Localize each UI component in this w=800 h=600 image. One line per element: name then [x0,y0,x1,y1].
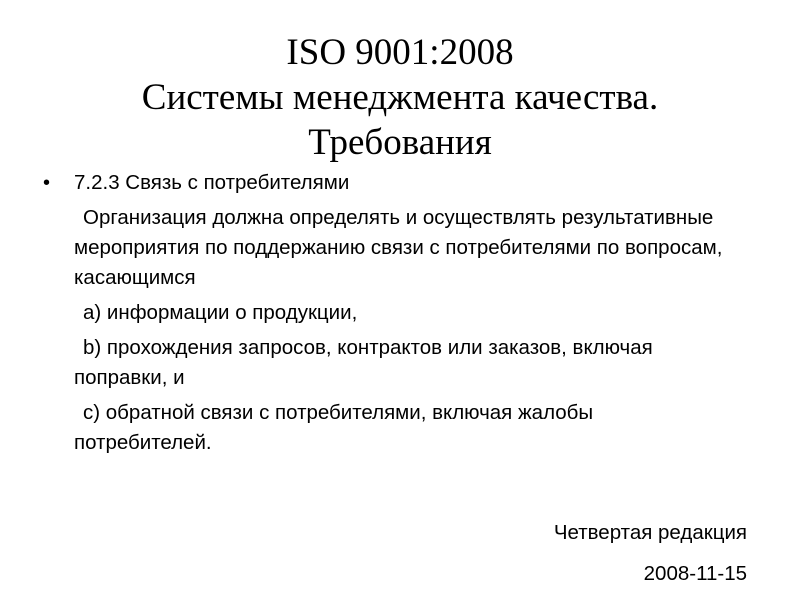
list-item-c-text: с) обратной связи с потребителями, включая жалобы потребителей. [74,401,594,454]
list-item-b [74,333,733,393]
intro-text: Организация должна определять и осуществлять результативные мероприятия по поддержанию связи с потребителями по вопросам, касающимся [74,206,723,289]
bullet-icon: • [43,172,51,194]
intro-paragraph [74,203,733,293]
section-heading: 7.2.3 Связь с потребителями [74,171,350,194]
list-item-c [74,398,733,458]
title-line-standard: ISO 9001:2008 [286,32,514,73]
title-line-subtitle: Требования [308,122,492,163]
bullet-item [43,168,733,198]
list-item-a-text: а) информации о продукции, [83,301,358,324]
slide-body [43,168,733,458]
edition-label: Четвертая редакция [553,521,747,544]
list-item-a [74,298,733,328]
slide-title [0,30,800,165]
list-item-b-text: b) прохождения запросов, контрактов или заказов, включая поправки, и [74,336,653,389]
title-line-name: Системы менеджмента качества. [141,77,659,118]
edition-date: 2008-11-15 [643,562,747,585]
